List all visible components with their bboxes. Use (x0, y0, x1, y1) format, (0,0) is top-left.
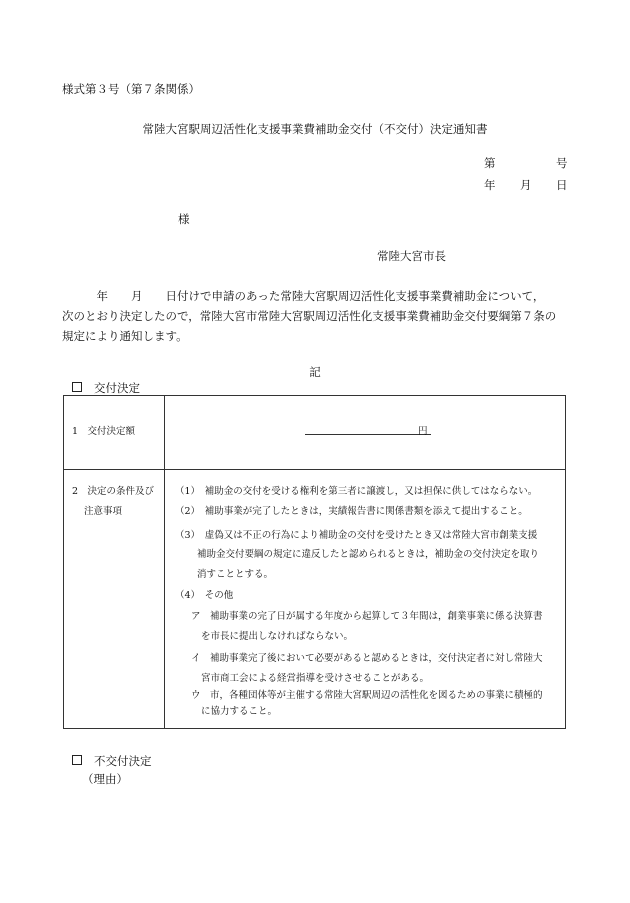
condition-4a-line2: を市長に提出しなければならない。 (201, 631, 354, 642)
row-conditions-label-line1: 2 決定の条件及び (72, 486, 155, 497)
section-no-grant-decision (72, 753, 152, 769)
number-label-dai: 第 (484, 156, 496, 170)
date-month-label: 月 (520, 178, 532, 192)
body-line-1: 年 月 日付けで申請のあった常陸大宮駅周辺活性化支援事業費補助金について， (62, 289, 545, 303)
number-label-go: 号 (556, 156, 568, 170)
table-column-divider (164, 395, 165, 729)
grant-checkbox[interactable] (72, 382, 82, 392)
date-year-label: 年 (484, 178, 496, 192)
addressee-suffix: 様 (178, 212, 190, 226)
row-grant-amount-label: 1 交付決定額 (72, 426, 136, 437)
condition-4i-line1: イ 補助事業完了後において必要があると認めるときは，交付決定者に対し常陸大 (191, 653, 543, 664)
condition-4u-line2: に協力すること。 (201, 706, 278, 717)
notice-body (62, 286, 572, 346)
condition-4u-line1: ウ 市，各種団体等が主催する常陸大宮駅周辺の活性化を図るための事業に積極的 (191, 690, 543, 701)
section-grant-label: 交付決定 (94, 381, 140, 395)
body-line-3: 規定により通知します。 (62, 329, 188, 343)
condition-3-line2: 補助金交付要綱の規定に違反したと認められるときは，補助金の交付決定を取り (197, 549, 540, 560)
issuer-name: 常陸大宮市長 (377, 249, 446, 263)
condition-3-line3: 消すこととする。 (197, 569, 274, 580)
condition-3-line1: （3） 虚偽又は不正の行為により補助金の交付を受けたとき又は常陸大宮市創業支援 (175, 530, 538, 541)
body-line-2: 次のとおり決定したので，常陸大宮市常陸大宮駅周辺活性化支援事業費補助金交付要綱第７条の (62, 309, 557, 323)
condition-4: （4） その他 (175, 590, 234, 601)
row-conditions-label-line2: 注意事項 (84, 506, 123, 517)
condition-4i-line2: 宮市商工会による経営指導を受けさせることがある。 (201, 673, 430, 684)
form-number: 様式第３号（第７条関係） (62, 82, 200, 96)
no-grant-checkbox[interactable] (72, 755, 82, 765)
reason-label: （理由） (82, 772, 128, 786)
condition-1: （1） 補助金の交付を受ける権利を第三者に譲渡し，又は担保に供してはならない。 (175, 486, 538, 497)
document-title: 常陸大宮駅周辺活性化支援事業費補助金交付（不交付）決定通知書 (142, 122, 488, 136)
condition-2: （2） 補助事業が完了したときは，実績報告書に関係書類を添えて提出すること。 (175, 506, 528, 517)
date-day-label: 日 (556, 178, 568, 192)
section-grant-decision (72, 380, 140, 396)
amount-unit: 円 (418, 426, 428, 437)
condition-4a-line1: ア 補助事業の完了日が属する年度から起算して３年間は，創業事業に係る決算書 (191, 611, 543, 622)
ki-heading: 記 (309, 365, 321, 379)
table-row-divider (63, 469, 566, 470)
section-no-grant-label: 不交付決定 (94, 754, 152, 768)
amount-underline (305, 434, 431, 435)
